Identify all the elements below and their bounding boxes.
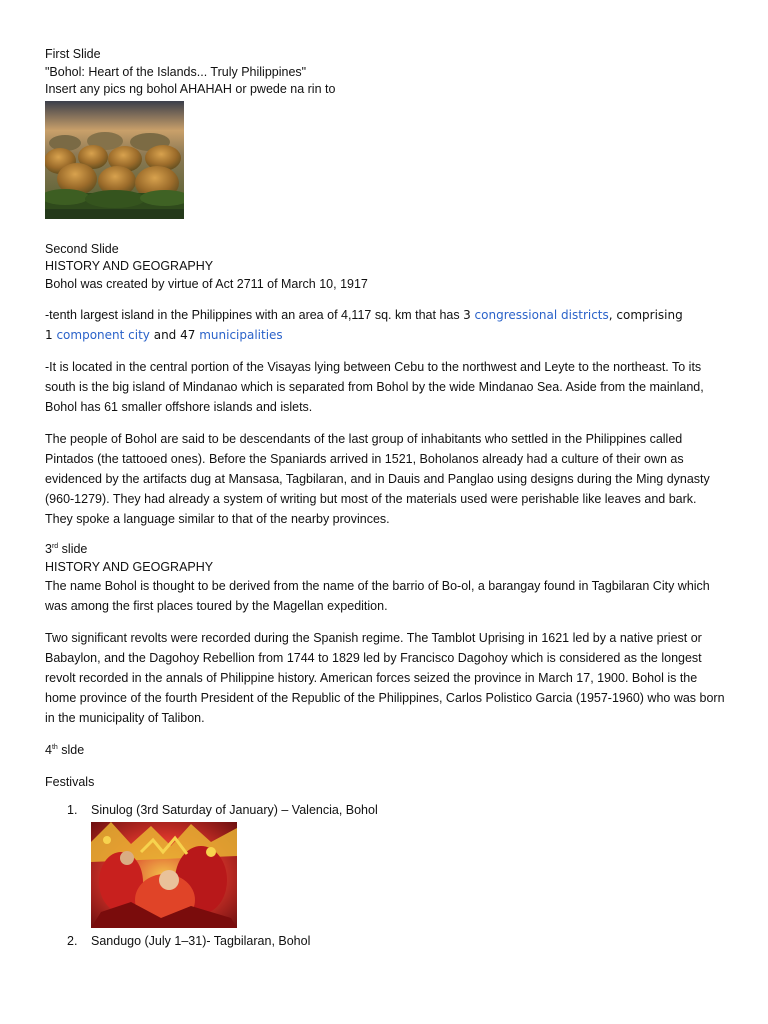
slide3-paragraph-revolts: Two significant revolts were recorded during the Spanish regime. The Tamblot Uprising in 1621 led by a native priest or Babaylon, and the Dagohoy Rebellion from 1744 to 1829 led by Francisco Dagohoy which is considered as the longest revolt recorded in the annals of Philippine history. American forces seized the province in March 17, 1900. Bohol is the home province of the fourth President of the Republic of the Philippines, Carlos Polistico Garcia (1957-1960) who was born in the municipality of Talibon. (45, 631, 725, 725)
list-item (45, 931, 725, 951)
slide3-section: HISTORY AND GEOGRAPHY (45, 559, 214, 574)
and-47-text: and 47 (149, 328, 200, 342)
slide2-paragraph-people: The people of Bohol are said to be descendants of the last group of inhabitants who settled in the Philippines called Pintados (the tattooed ones). Before the Spaniards arrived in 1521, Boholanos already had a culture of their own as evidenced by the artifacts dug at Mansasa, Tagbilaran, and in Dauis and Panglao using designs during the Ming dynasty (960-1279). They had already a system of writing but most of the materials used were perishable like leaves and bark. They spoke a language similar to that of the nearby provinces. (45, 432, 710, 526)
sinulog-festival-image (91, 822, 237, 928)
slide1-heading: First Slide (45, 47, 101, 61)
list-number: 1. (67, 803, 78, 817)
area-text: -tenth largest island in the Philippines with an area of 4,117 sq. km that has (45, 308, 464, 322)
city-count: 1 (45, 328, 57, 342)
list-number: 2. (67, 934, 78, 948)
congressional-districts-link[interactable]: congressional districts (474, 308, 609, 322)
slide1-note: Insert any pics ng bohol AHAHAH or pwede na rin to (45, 82, 336, 96)
slide2-paragraph-area (45, 305, 725, 345)
municipalities-link[interactable]: municipalities (199, 328, 283, 342)
component-city-link[interactable]: component city (56, 328, 150, 342)
slide3-heading: 3rd slide (45, 542, 88, 556)
slide2-heading: Second Slide (45, 241, 119, 256)
comprising-text: , comprising (608, 308, 683, 322)
chocolate-hills-image (45, 101, 184, 219)
slide2-section: HISTORY AND GEOGRAPHY (45, 259, 214, 273)
slide4-heading: 4th slde (45, 743, 85, 757)
slide2-paragraph-location: -It is located in the central portion of the Visayas lying between Cebu to the northwest and Leyte to the northeast. To its south is the big island of Mindanao which is separated from Bohol by the wide Mindanao Sea. Aside from the mainland, Bohol has 61 smaller offshore islands and islets. (45, 360, 704, 414)
list-text: Sinulog (3rd Saturday of January) – Valencia, Bohol (91, 803, 378, 817)
list-item (45, 800, 725, 820)
slide3-paragraph-name: The name Bohol is thought to be derived from the name of the barrio of Bo-ol, a barangay found in Tagbilaran City which was among the first places toured by the Magellan expedition. (45, 579, 710, 613)
slide1-title: "Bohol: Heart of the Islands... Truly Philippines" (45, 64, 307, 79)
list-text: Sandugo (July 1–31)- Tagbilaran, Bohol (91, 934, 311, 948)
slide4-section: Festivals (45, 775, 95, 789)
document-page (45, 46, 725, 951)
districts-count: 3 (463, 308, 475, 322)
slide2-creation: Bohol was created by virtue of Act 2711 of March 10, 1917 (45, 276, 368, 291)
